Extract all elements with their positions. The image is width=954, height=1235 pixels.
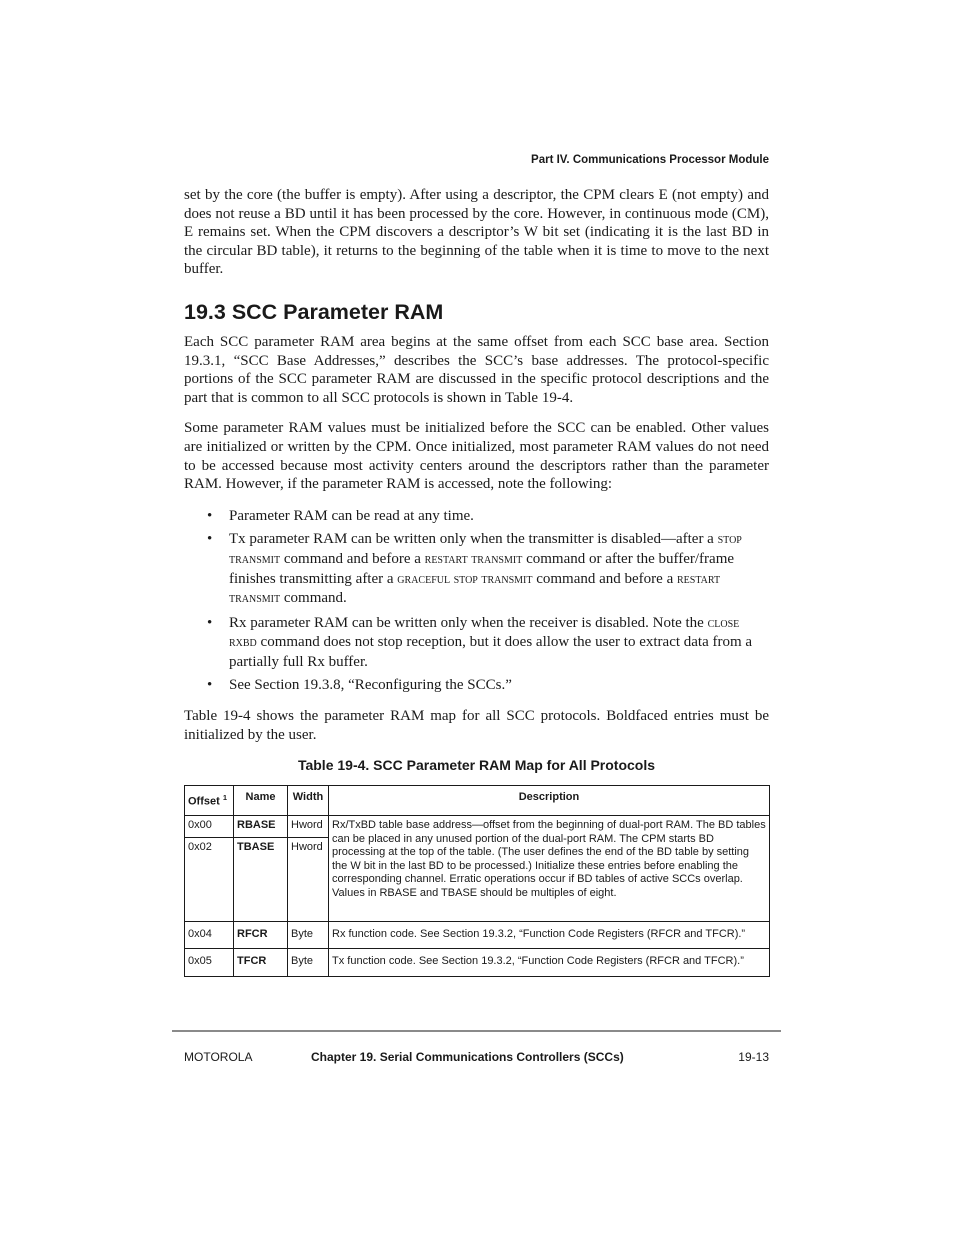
table-row — [185, 921, 770, 949]
cell-width: Byte — [288, 921, 329, 949]
command-name: stop transmit — [229, 532, 742, 567]
bullet-text: command or after the buffer/frame finishes transmitting after a — [229, 550, 735, 587]
header-offset: Offset $^1$ — [185, 785, 234, 815]
command-name: restart transmit — [229, 571, 721, 607]
cell-name: TFCR — [234, 949, 288, 977]
bullet-text: command. — [280, 590, 347, 607]
section-paragraph-1: Each SCC parameter RAM area begins at the same offset from each SCC base area. Section 19.3.1, “SCC Base Addresses,” describes the SCC’s base addresses. The protocol-specific portions of the SCC parameter RAM are discussed in the specific protocol descriptions and the part that is common to all SCC protocols is shown in Table 19-4. — [184, 333, 769, 406]
section-heading: 19.3 SCC Parameter RAM — [184, 299, 444, 324]
bullet-item-reconfig — [229, 676, 769, 695]
bullet-text: Rx parameter RAM can be written only when the receiver is disabled. Note the — [229, 614, 708, 631]
command-name: close rxbd — [229, 615, 740, 651]
page-content — [184, 186, 769, 977]
cell-width: Hword — [288, 816, 329, 838]
page-number: 19-13 — [738, 1050, 769, 1064]
cell-offset: 0x02 — [185, 837, 234, 921]
cell-name: RFCR — [234, 921, 288, 949]
header-name: Name — [234, 785, 288, 815]
command-name: restart transmit — [424, 551, 523, 567]
bullet-item-tx — [229, 530, 769, 608]
bullet-text: See Section 19.3.8, “Reconfiguring the SCCs.” — [229, 677, 512, 694]
footer-rule — [172, 1030, 781, 1032]
command-name: graceful stop transmit — [397, 571, 533, 587]
bullet-text: Tx parameter RAM can be written only when the transmitter is disabled—after a — [229, 531, 718, 548]
bullet-list — [184, 507, 769, 695]
bullet-text: Parameter RAM can be read at any time. — [229, 507, 474, 524]
cell-offset: 0x04 — [185, 921, 234, 949]
bullet-text: command and before a — [280, 550, 425, 567]
cell-offset: 0x05 — [185, 949, 234, 977]
table-row — [185, 949, 770, 977]
cell-offset: 0x00 — [185, 816, 234, 838]
bullet-text: command and before a — [532, 570, 677, 587]
cell-description: Rx function code. See Section 19.3.2, “Function Code Registers (RFCR and TFCR).” — [329, 921, 770, 949]
section-paragraph-3: Table 19-4 shows the parameter RAM map for all SCC protocols. Boldfaced entries must be initialized by the user. — [184, 708, 769, 743]
cell-width: Hword — [288, 837, 329, 921]
intro-paragraph: set by the core (the buffer is empty). After using a descriptor, the CPM clears E (not empty) and does not reuse a BD until it has been processed by the core. However, in continuous mode (CM), E remains set. When the CPM discovers a descriptor’s W bit set (indicating it is the last BD in the circular BD table), it returns to the beginning of the table when it is time to move to the next buffer. — [184, 187, 769, 278]
table-row — [185, 816, 770, 838]
cell-name: RBASE — [234, 816, 288, 838]
table-header-row — [185, 785, 770, 815]
footer-chapter: Chapter 19. Serial Communications Controllers (SCCs) — [311, 1050, 624, 1064]
cell-name: TBASE — [234, 837, 288, 921]
bullet-text: command does not stop reception, but it does allow the user to extract data from a partially full Rx buffer. — [229, 634, 753, 670]
bullet-item-rx — [229, 614, 769, 672]
footer-publisher: MOTOROLA — [184, 1050, 253, 1064]
cell-description: Rx/TxBD table base address—offset from the beginning of dual-port RAM. The BD tables can be placed in any unused portion of the dual-port RAM. The CPM starts BD processing at the top of the table. (The user defines the end of the BD table by setting the W bit in the last BD to be processed.) Initialize these entries before enabling the corresponding channel. Erratic operations occur if BD tables of active SCCs overlap. Values in RBASE and TBASE should be multiples of eight. — [329, 816, 770, 922]
cell-description: Tx function code. See Section 19.3.2, “Function Code Registers (RFCR and TFCR).” — [329, 949, 770, 977]
footnote-marker: 1 — [222, 792, 228, 802]
table-caption: Table 19-4. SCC Parameter RAM Map for All Protocols — [297, 757, 656, 774]
bullet-item-read — [229, 507, 769, 526]
cell-width: Byte — [288, 949, 329, 977]
header-width: Width — [288, 785, 329, 815]
parameter-ram-table — [184, 785, 770, 977]
running-head: Part IV. Communications Processor Module — [531, 154, 769, 166]
section-paragraph-2: Some parameter RAM values must be initialized before the SCC can be enabled. Other values are initialized or written by the CPM. Once initialized, most parameter RAM values do not need to be accessed because most activity centers around the descriptors rather than the parameter RAM. However, if the parameter RAM is accessed, note the following: — [184, 420, 769, 493]
header-description: Description — [329, 785, 770, 815]
